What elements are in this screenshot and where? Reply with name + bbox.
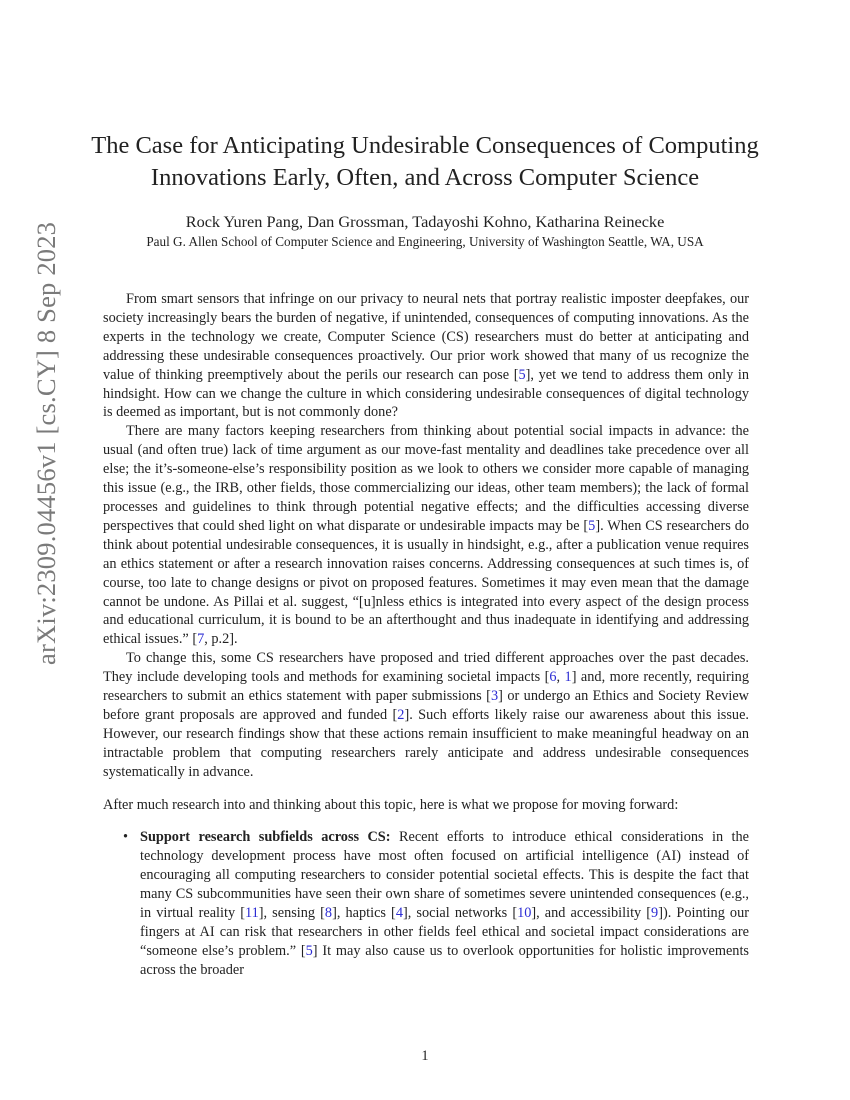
affiliation: Paul G. Allen School of Computer Science and Engineering, University of Washington Seattle, WA, USA xyxy=(146,234,704,249)
citation-link[interactable]: 9 xyxy=(651,905,659,922)
citation-link[interactable]: 5 xyxy=(518,366,526,383)
text-run: From smart sensors that infringe on our privacy to neural nets that portray realistic imposter deepfakes, our society increasingly bears the burden of negative, if unintended, consequences of computing innovations. As the experts in the technology we create, Computer Science (CS) researchers must do better at anticipating and addressing these undesirable consequences proactively. Our prior work showed that many of us recognize the value of thinking preemptively about the perils our research can pose [ xyxy=(103,291,749,383)
text-run: ] It may also cause us to overlook opportunities for holistic improvements across the broader xyxy=(140,942,749,978)
text-run: There are many factors keeping researchers from thinking about potential social impacts in advance: the usual (and often true) lack of time argument as our move-fast mentality and deadlines take precedence over all else; the it’s-someone-else’s responsibility position as we look to others we consider more capable of managing this issue (e.g., the IRB, other fields, those commercializing our ideas, other team members); the lack of formal processes and guidelines to think through potential negative effects; and the difficulties accessing diverse perspectives that could shed light on what disparate or undesirable impacts may be [ xyxy=(103,423,749,534)
arxiv-watermark xyxy=(22,221,62,665)
text-run: ], sensing [ xyxy=(258,905,325,922)
paragraph-1 xyxy=(103,290,749,422)
citation-link[interactable]: 11 xyxy=(244,905,259,922)
proposal-list xyxy=(103,828,749,979)
text-run: To change this, some CS researchers have proposed and tried different approaches over the past decades. They include developing tools and methods for examining societal impacts [ xyxy=(103,650,749,686)
text-run: ], and accessibility [ xyxy=(531,905,652,922)
bullet-lead: Support research subfields across CS: xyxy=(140,829,391,846)
citation-link[interactable]: 7 xyxy=(197,631,205,648)
arxiv-id[interactable]: arXiv:2309.04456v1 [cs.CY] 8 Sep 2023 xyxy=(31,221,61,665)
citation-link[interactable]: 1 xyxy=(564,669,572,686)
text-run: , p.2]. xyxy=(204,631,238,648)
citation-link[interactable]: 6 xyxy=(549,669,557,686)
author-list: Rock Yuren Pang, Dan Grossman, Tadayoshi Kohno, Katharina Reinecke xyxy=(185,212,665,231)
text-run: ]. When CS researchers do think about potential undesirable consequences, it is usually in hindsight, e.g., after a publication venue requires an ethics statement or after a research innovation raises concerns. Addressing consequences at such times is, of course, too late to change designs or pivot on proposed features. Sometimes it may even mean that the damage cannot be undone. As Pillai et al. suggest, “[u]nless ethics is integrated into every aspect of the design process and educational curriculum, it is bound to be an afterthought and thus inadequate in identifying and addressing ethical issues.” [ xyxy=(103,517,749,648)
text-run: , xyxy=(556,669,565,686)
text-run: ] and, more recently, requiring researchers to submit an ethics statement with paper submissions [ xyxy=(103,669,749,705)
citation-link[interactable]: 5 xyxy=(588,517,596,534)
list-item xyxy=(103,828,749,979)
text-run: ]). Pointing our fingers at AI can risk that researchers in other fields feel ethical and societal impact considerations are “someone else’s problem.” [ xyxy=(140,905,749,959)
citation-link[interactable]: 5 xyxy=(305,942,313,959)
text-run: ], social networks [ xyxy=(402,905,518,922)
paragraph-2 xyxy=(103,422,749,649)
citation-link[interactable]: 4 xyxy=(395,905,403,922)
paper-title: The Case for Anticipating Undesirable Consequences of Computing Innovations Early, Often, and Across Computer Science xyxy=(91,132,759,191)
paragraph-4: After much research into and thinking about this topic, here is what we propose for moving forward: xyxy=(103,796,679,813)
text-run: ]. Such efforts likely raise our awareness about this issue. However, our research findings show that these actions remain insufficient to make meaningful headway on an intractable problem that computing researchers rarely anticipate and address undesirable consequences systematically in advance. xyxy=(103,706,749,780)
citation-link[interactable]: 3 xyxy=(490,688,499,705)
text-run: Recent efforts to introduce ethical considerations in the technology development process have most often focused on artificial intelligence (AI) instead of encouraging all computing researchers to consider potential societal effects. This is despite the fact that many CS subcommunities have seen their own share of sometimes severe unintended consequences (e.g., in virtual reality [ xyxy=(140,829,749,922)
text-run: ], yet we tend to address them only in hindsight. How can we change the culture in which considering undesirable consequences of digital technology is deemed as important, but is not commonly done? xyxy=(103,366,749,421)
paragraph-3 xyxy=(103,649,749,781)
page-number: 1 xyxy=(421,1048,429,1064)
text-run: ] or undergo an Ethics and Society Review before grant proposals are approved and funded [ xyxy=(103,688,749,723)
citation-link[interactable]: 10 xyxy=(517,905,532,922)
citation-link[interactable]: 2 xyxy=(397,706,405,723)
text-run: ], haptics [ xyxy=(332,905,396,922)
body-text xyxy=(103,290,749,980)
citation-link[interactable]: 8 xyxy=(324,905,333,922)
bullet-icon: • xyxy=(123,829,129,846)
